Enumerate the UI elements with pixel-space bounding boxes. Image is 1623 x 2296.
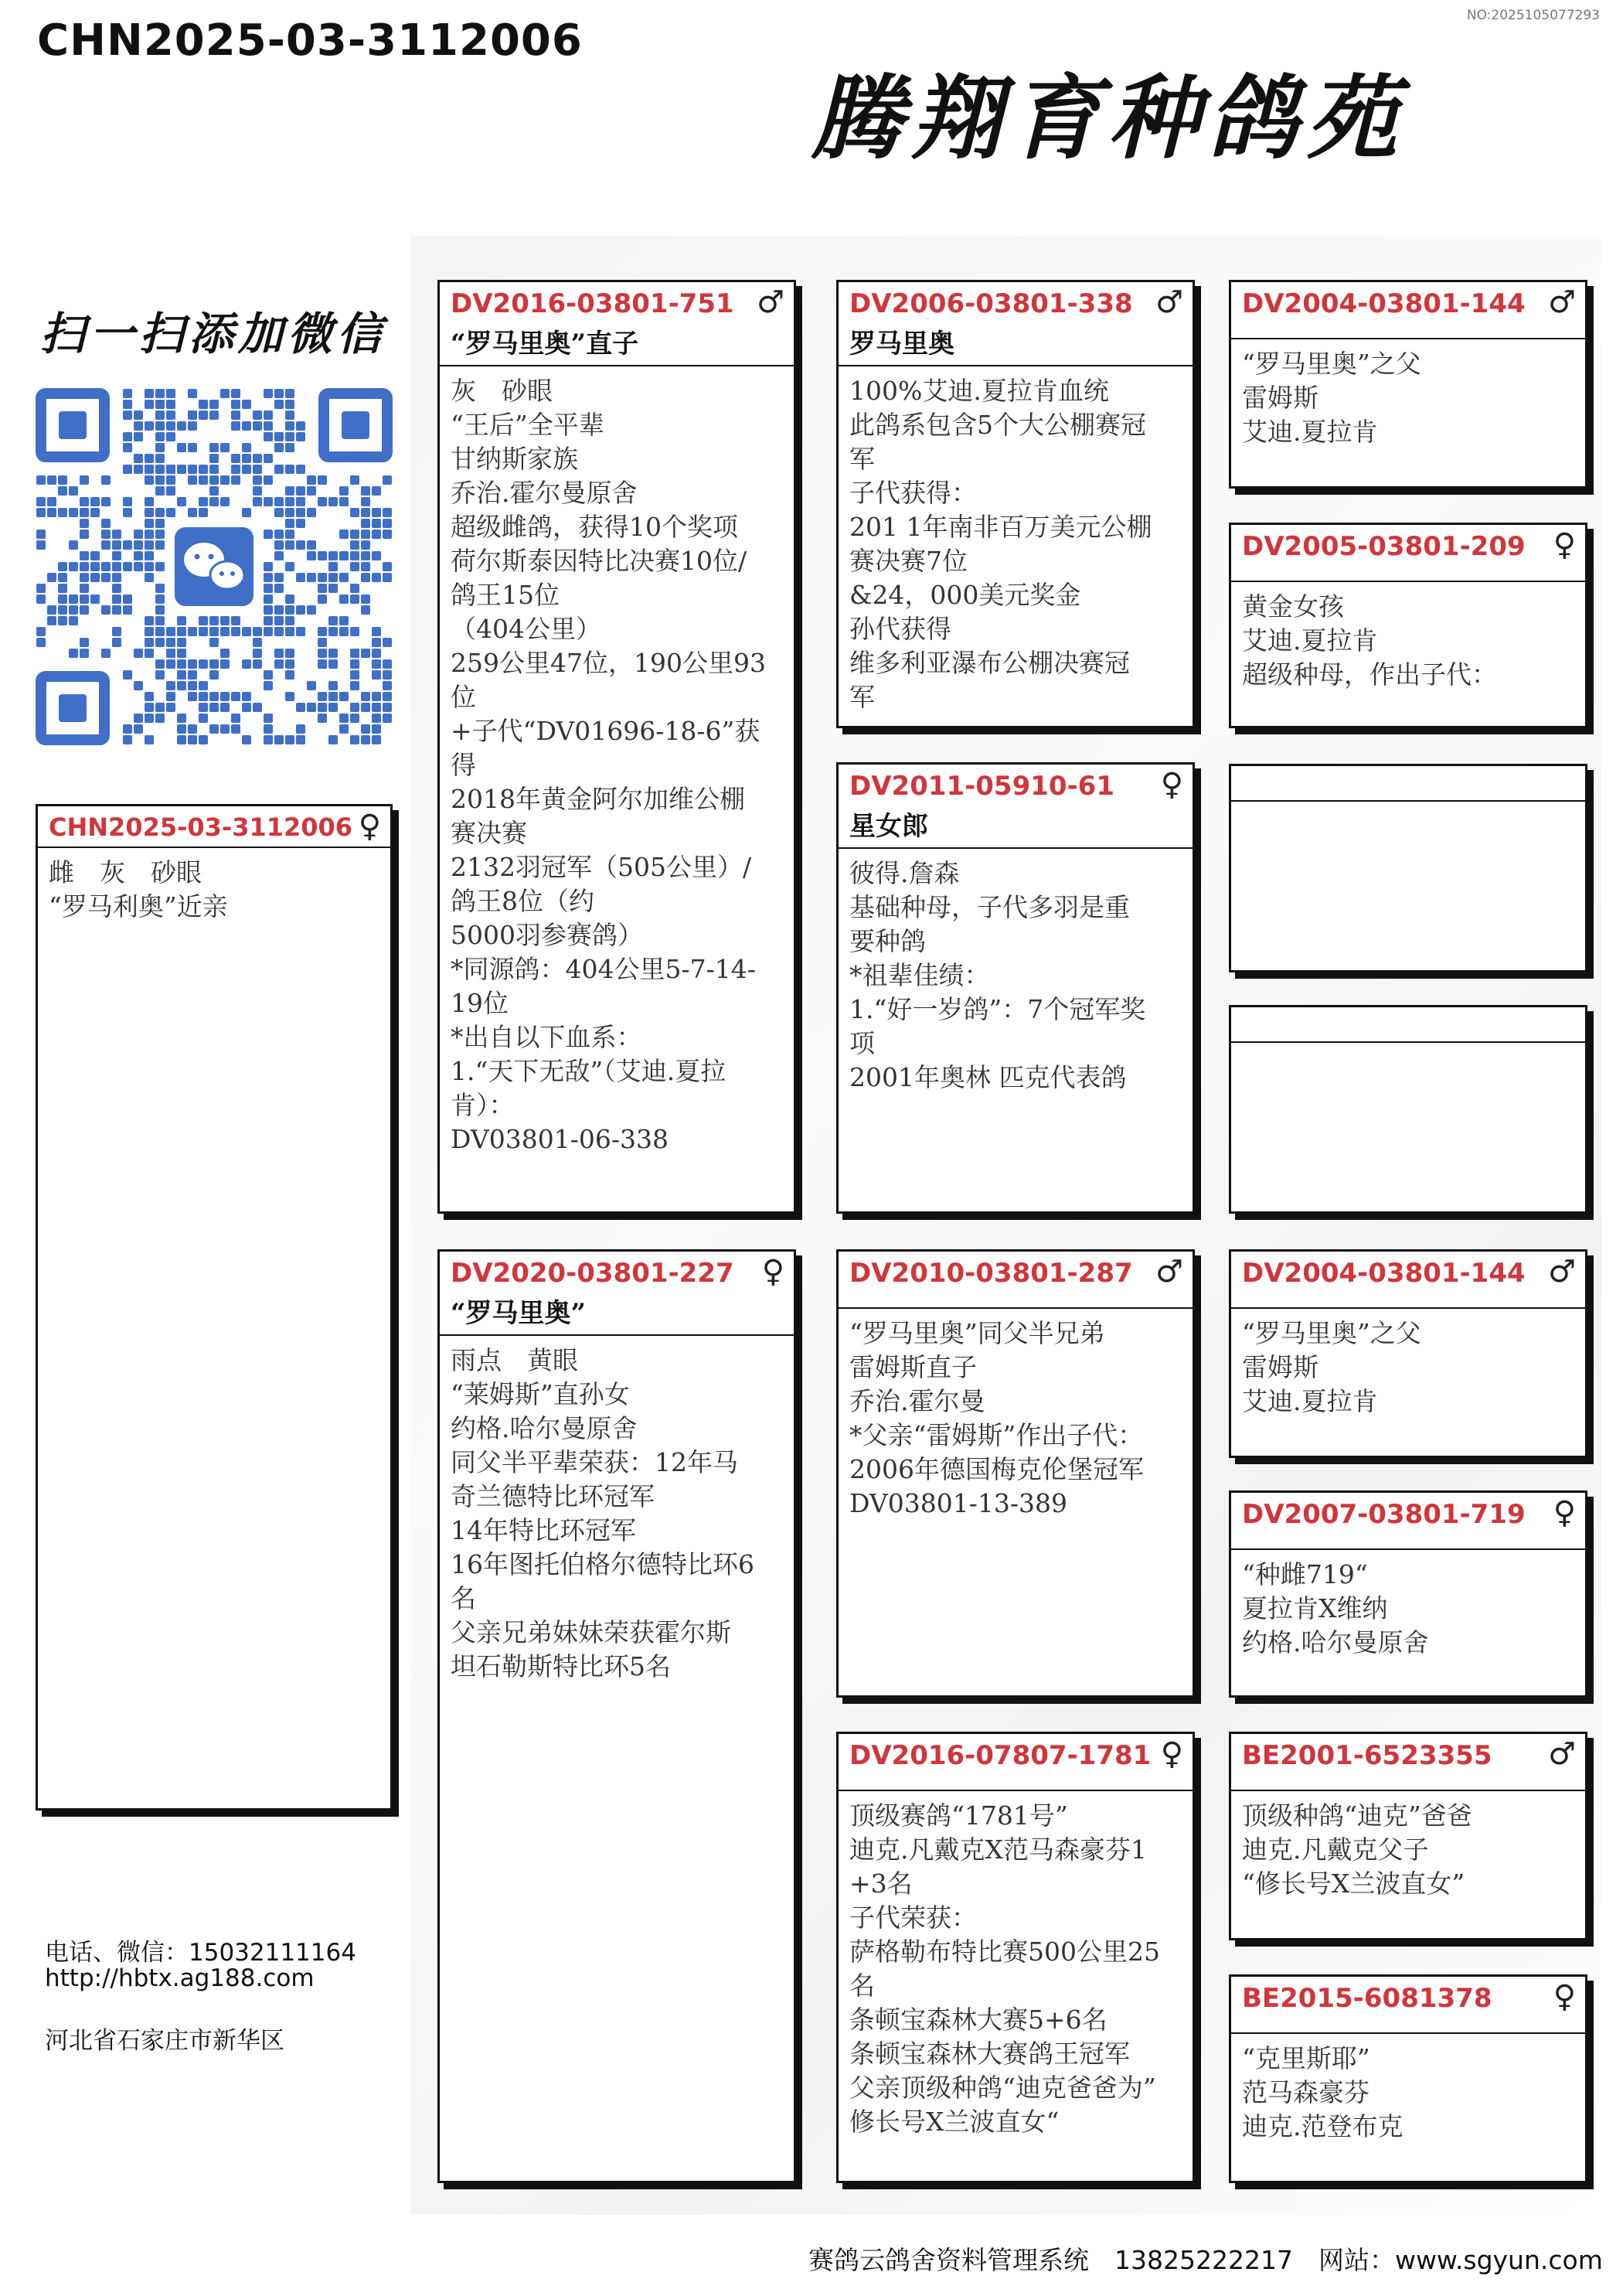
dds-ring: BE2001-6523355 [1242,1740,1492,1771]
sdd-description [1231,1043,1585,1058]
dam-dam-description: 顶级赛鸽“1781号” 迪克.凡戴克X范马森豪芬1 +3名 子代荣获： 萨格勒布特比赛500公里25 名 条顿宝森林大赛5+6名 条顿宝森林大赛鸽王冠军 父亲顶级种鸽“迪克爸爸为” 修长号X兰波直女“ [849,1800,1160,2137]
dss-card [1229,1249,1587,1458]
dam-sire-ring: DV2010-03801-287 [849,1258,1133,1289]
wechat-qr-code[interactable] [36,388,393,745]
female-icon: ♀ [358,809,381,844]
document-number: NO:2025105077293 [1466,8,1600,23]
male-icon: ♂ [1548,284,1576,320]
sire-sire-card [836,280,1195,728]
female-icon: ♀ [1553,1495,1576,1531]
female-icon: ♀ [1160,767,1183,802]
sdd-card [1229,1005,1587,1214]
sire-dam-name: 星女郎 [849,811,928,842]
sds-card [1229,764,1587,973]
wechat-icon [172,524,257,609]
male-icon: ♂ [1548,1254,1576,1289]
scan-prompt: 扫一扫添加微信 [40,308,387,360]
dsd-card [1229,1490,1587,1698]
ssd-description: 黄金女孩 艾迪.夏拉肯 超级种母，作出子代： [1242,591,1497,690]
ddd-card [1229,1974,1587,2183]
dam-dam-ring: DV2016-07807-1781 [849,1740,1152,1771]
female-icon: ♀ [1553,1979,1576,2015]
dam-name: “罗马里奥” [451,1298,587,1329]
dam-description: 雨点 黄眼 “莱姆斯”直孙女 约格.哈尔曼原舍 同父半平辈荣获：12年马 奇兰德特比环冠军 14年特比环冠军 16年图托伯格尔德特比环6 名 父亲兄弟妹妹荣获霍尔斯 坦石勒斯特比环5名 [451,1345,754,1681]
contact-phone: 电话、微信：15032111164 [45,1939,356,1967]
male-icon: ♂ [1155,284,1183,320]
sire-sire-ring: DV2006-03801-338 [849,288,1133,319]
male-icon: ♂ [1548,1736,1576,1772]
sss-card [1229,280,1587,489]
male-icon: ♂ [1155,1254,1183,1289]
dam-dam-card [836,1732,1195,2183]
female-icon: ♀ [1553,527,1576,563]
dds-card [1229,1732,1587,1940]
ring-number-title: CHN2025-03-3112006 [37,15,583,66]
dss-ring: DV2004-03801-144 [1242,1258,1526,1289]
ssd-card [1229,523,1587,728]
dam-sire-card [836,1249,1195,1698]
dam-sire-description: “罗马里奥”同父半兄弟 雷姆斯直子 乔治.霍尔曼 *父亲“雷姆斯”作出子代： 2006年德国梅克伦堡冠军 DV03801-13-389 [849,1318,1144,1518]
subject-ring: CHN2025-03-3112006 [49,812,353,842]
female-icon: ♀ [1160,1736,1183,1772]
dsd-ring: DV2007-03801-719 [1242,1499,1526,1530]
sire-dam-description: 彼得.詹森 基础种母，子代多羽是重 要种鸽 *祖辈佳绩： 1.“好一岁鸽”：7个冠军奖 项 2001年奥林 匹克代表鸽 [849,858,1146,1092]
sss-ring: DV2004-03801-144 [1242,288,1526,319]
subject-card [36,804,393,1811]
female-icon: ♀ [761,1254,784,1289]
sire-dam-card [836,762,1195,1214]
sire-card [437,280,796,1214]
sss-description: “罗马里奥”之父 雷姆斯 艾迪.夏拉肯 [1242,349,1421,447]
contact-url[interactable]: http://hbtx.ag188.com [45,1964,315,1992]
sire-description: 灰 砂眼 “王后”全平辈 甘纳斯家族 乔治.霍尔曼原舍 超级雌鸽，获得10个奖项 荷尔斯泰因特比决赛10位/ 鸽王15位 （404公里） 259公里47位，190公里93 位 +子代“DV01696-18-6”获得 2018年黄金阿尔加维公棚 赛决赛 2132羽冠军（505公里）/ 鸽王8位（约 5000羽参赛鸽） *同源鸽：404公里5-7-14- 19位 *出自以下血系： 1.“天下无敌”（艾迪.夏拉 肯）： DV03801-06-338 [451,376,766,1154]
contact-address: 河北省石家庄市新华区 [45,2027,284,2055]
subject-card-header [38,806,390,848]
sire-sire-name: 罗马里奥 [849,329,954,359]
dam-ring: DV2020-03801-227 [451,1258,734,1289]
footer-system-info: 赛鸽云鸽舍资料管理系统 13825222217 网站：www.sgyun.com [808,2245,1603,2275]
ssd-ring: DV2005-03801-209 [1242,531,1526,562]
sire-dam-ring: DV2011-05910-61 [849,771,1114,802]
sds-description [1231,802,1585,817]
ddd-description: “克里斯耶” 范马森豪芬 迪克.范登布克 [1242,2043,1404,2141]
dsd-description: “种雌719“ 夏拉肯X维纳 约格.哈尔曼原舍 [1242,1559,1429,1657]
sire-ring: DV2016-03801-751 [451,288,734,319]
ddd-ring: BE2015-6081378 [1242,1983,1492,2014]
dss-description: “罗马里奥”之父 雷姆斯 艾迪.夏拉肯 [1242,1318,1421,1416]
dds-description: 顶级种鸽“迪克”爸爸 迪克.凡戴克父子 “修长号X兰波直女” [1242,1800,1472,1899]
dam-card [437,1249,796,2183]
male-icon: ♂ [757,284,784,320]
sire-name: “罗马里奥”直子 [451,329,639,359]
sire-sire-description: 100%艾迪.夏拉肯血统 此鸽系包含5个大公棚赛冠 军 子代获得： 201 1年南非百万美元公棚 赛决赛7位 &24，000美元奖金 孙代获得 维多利亚瀑布公棚决赛冠 军 [849,376,1152,712]
subject-description: 雌 灰 砂眼 “罗马利奥”近亲 [49,857,228,921]
loft-title: 腾翔育种鸽苑 [812,64,1406,172]
